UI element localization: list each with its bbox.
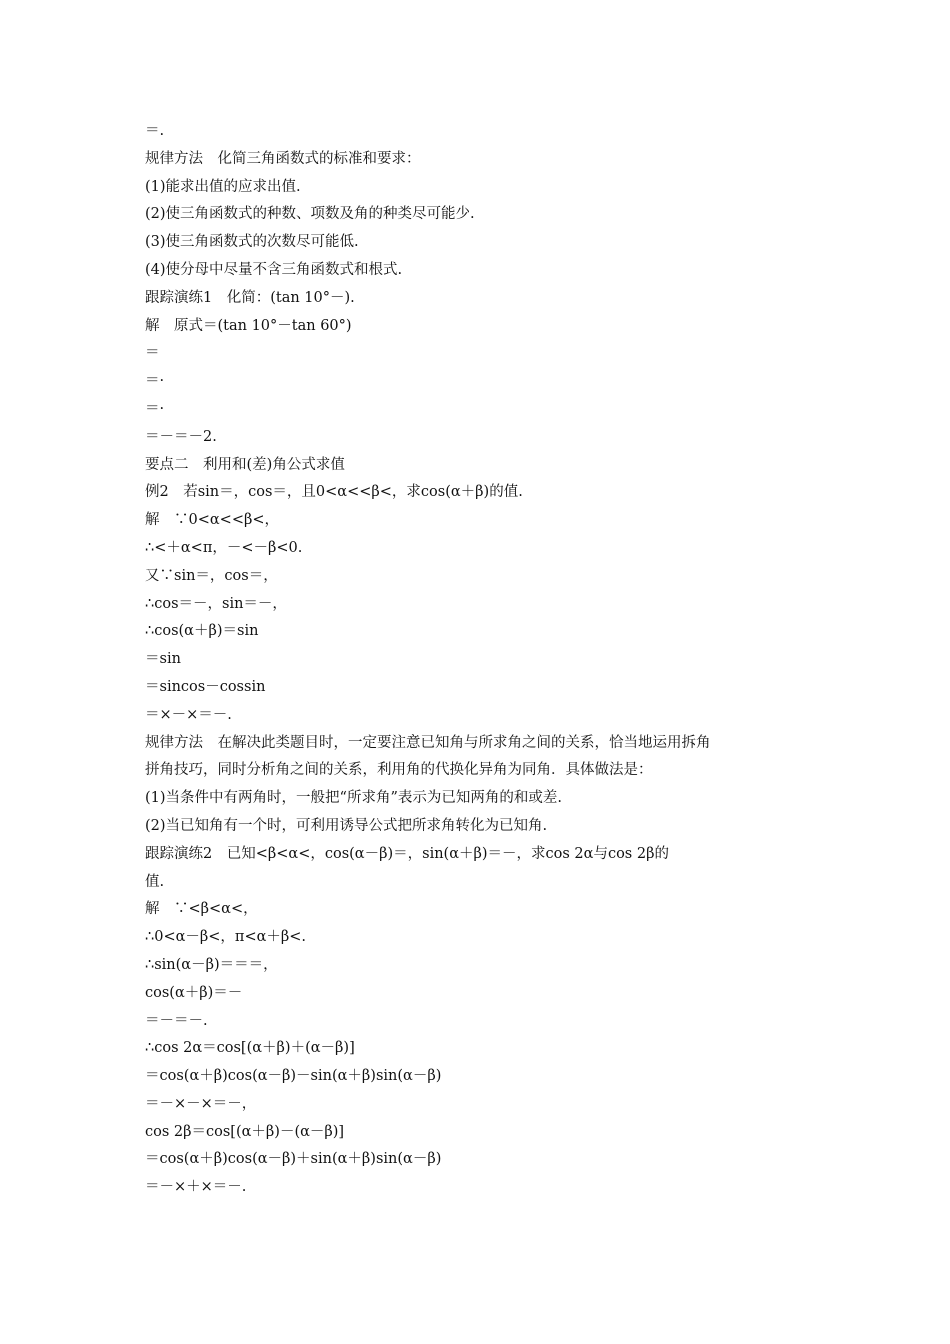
text-line: 拼角技巧，同时分析角之间的关系，利用角的代换化异角为同角．具体做法是： [145, 762, 653, 779]
text-line: (2)使三角函数式的种数、项数及角的种类尽可能少. [145, 206, 475, 223]
text-line: 解 原式＝(tan 10°－tan 60°) [145, 317, 352, 334]
section-method-heading: 规律方法 在解决此类题目时，一定要注意已知角与所求角之间的关系，恰当地运用拆角 [145, 734, 711, 751]
text-line: ∴<＋α<π，－<－β<0. [145, 539, 303, 556]
text-line: cos(α＋β)＝－ [145, 984, 243, 1001]
text-line: ＝ [145, 345, 160, 362]
text-line: (4)使分母中尽量不含三角函数式和根式. [145, 261, 403, 278]
text-line: ∴cos＝－，sin＝－， [145, 595, 287, 612]
text-line: ＝. [145, 123, 165, 139]
text-line: 解 ∵<β<α<， [145, 901, 258, 918]
exercise-heading: 跟踪演练2 已知<β<α<，cos(α－β)＝，sin(α＋β)＝－，求cos 2α与cos 2β的 [145, 845, 669, 862]
text-line: ＝sincos－cossin [145, 678, 266, 695]
exercise-heading: 跟踪演练1 化简：(tan 10°－). [145, 289, 355, 306]
text-line: ＝－×＋×＝－. [145, 1179, 247, 1196]
document-body [145, 118, 810, 1202]
text-line: ∴cos(α＋β)＝sin [145, 623, 259, 640]
text-line: ＝· [145, 373, 165, 390]
text-line: ＝cos(α＋β)cos(α－β)－sin(α＋β)sin(α－β) [145, 1068, 442, 1085]
text-line: ＝－＝－. [145, 1012, 208, 1029]
text-line: 值. [145, 873, 165, 890]
text-line: (2)当已知角有一个时，可利用诱导公式把所求角转化为已知角. [145, 817, 548, 834]
example-heading: 例2 若sin＝，cos＝，且0<α<<β<，求cos(α＋β)的值. [145, 484, 523, 501]
section-heading: 要点二 利用和(差)角公式求值 [145, 456, 345, 473]
text-line: ∴0<α－β<，π<α＋β<. [145, 929, 307, 946]
text-line: ＝－×－×＝－， [145, 1095, 257, 1112]
text-line: ∴cos 2α＝cos[(α＋β)＋(α－β)] [145, 1040, 355, 1057]
text-line: ＝×－×＝－. [145, 706, 232, 723]
text-line: (3)使三角函数式的次数尽可能低. [145, 234, 359, 251]
text-line: 解 ∵0<α<<β<， [145, 512, 279, 529]
text-line: ＝sin [145, 651, 181, 668]
text-line: ＝· [145, 400, 165, 417]
section-method-heading: 规律方法 化简三角函数式的标准和要求： [145, 150, 421, 167]
text-line: ∴sin(α－β)＝＝＝， [145, 956, 278, 973]
text-line: 又∵sin＝，cos＝， [145, 567, 278, 584]
text-line: ＝cos(α＋β)cos(α－β)＋sin(α＋β)sin(α－β) [145, 1151, 442, 1168]
text-line: ＝－＝－2. [145, 428, 217, 445]
text-line: cos 2β＝cos[(α＋β)－(α－β)] [145, 1123, 345, 1140]
text-line: (1)当条件中有两角时，一般把“所求角”表示为已知两角的和或差. [145, 790, 562, 807]
text-line: (1)能求出值的应求出值. [145, 178, 301, 195]
